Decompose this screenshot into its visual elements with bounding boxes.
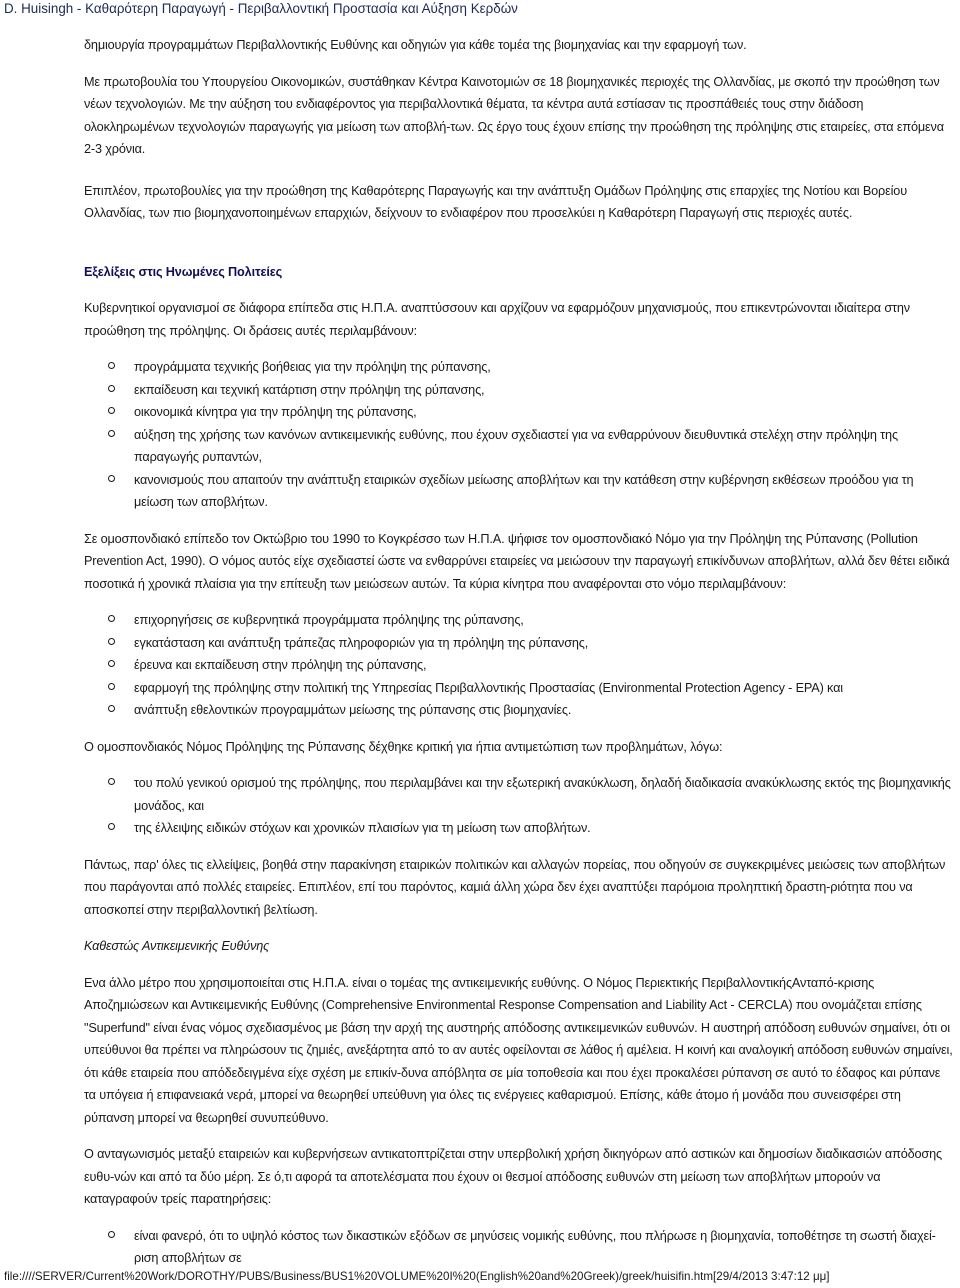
list-observations — [84, 1225, 954, 1270]
circle-bullet-icon — [108, 660, 115, 667]
paragraph-innovation-centers: Με πρωτοβουλία του Υπουργείου Οικονομικών, συστάθηκαν Κέντρα Καινοτομιών σε 18 βιομηχανικές περιοχές της Ολλανδίας, με σκοπό την προώθηση των νέων τεχνολογιών. Με την αύξηση του ενδιαφέροντος για περιβαλλοντικά θέματα, τα κέντρα αυτά εστίασαν τις προσπάθειές τους στην διάδοση ολοκληρωμένων τεχνολογιών παραγωγής για μείωση των αποβλή-των. Ως έργο τους έχουν επίσης την προώθηση της πρόληψης στις εταιρείες, στα επόμενα 2-3 χρόνια. — [84, 74, 944, 156]
circle-bullet-icon — [108, 705, 115, 712]
list-item: εφαρμογή της πρόληψης στην πολιτική της Υπηρεσίας Περιβαλλοντικής Προστασίας (Environmental Protection Agency - EPA) και — [84, 677, 954, 700]
circle-bullet-icon — [108, 362, 115, 369]
list-item: αύξηση της χρήσης των κανόνων αντικειμενικής ευθύνης, που έχουν σχεδιαστεί για να ενθαρρύνουν διευθυντικά στελέχη στην πρόληψη της παραγωγής ρυπαντών, — [84, 424, 954, 469]
paragraph-provincial-initiatives: Επιπλέον, πρωτοβουλίες για την προώθηση της Καθαρότερης Παραγωγής και την ανάπτυξη Ομάδων Πρόληψης στις επαρχίες της Νοτίου και Βορείου Ολλανδίας, των πιο βιομηχανοποιημένων επαρχιών, δείχνουν το ενδιαφέρον που προσελκύει η Καθαρότερη Παραγωγή στις περιοχές αυτές. — [84, 183, 907, 220]
circle-bullet-icon — [108, 823, 115, 830]
list-item: είναι φανερό, ότι το υψηλό κόστος των δικαστικών εξόδων σε μηνύσεις νομικής ευθύνης, που πλήρωσε η βιομηχανία, τοποθέτησε τη σωστή διαχεί-ριση αποβλήτων σε — [84, 1225, 954, 1270]
page-header: D. Huisingh - Καθαρότερη Παραγωγή - Περιβαλλοντική Προστασία και Αύξηση Κερδών — [4, 1, 518, 16]
page-footer-url: file:////SERVER/Current%20Work/DOROTHY/PUBS/Business/BUS1%20VOLUME%20I%20(English%20and%20Greek)/greek/huisifin.htm[29/4/2013 3:47:12 μμ] — [4, 1270, 830, 1283]
circle-bullet-icon — [108, 475, 115, 482]
list-item: εκπαίδευση και τεχνική κατάρτιση στην πρόληψη της ρύπανσης, — [84, 379, 954, 402]
document-body — [84, 34, 954, 1270]
paragraph-competition: Ο ανταγωνισμός μεταξύ εταιρειών και κυβερνήσεων αντικατοπτρίζεται στην υπερβολική χρήση δικηγόρων από αστικών και δημοσίων διαδικασιών απόδοσης ευθυ-νών και από τα δύο μέρη. Σε ό,τι αφορά τα αποτελέσματα που έχουν οι θεσμοί απόδοσης ευθυνών στη μείωση των αποβλήτων μπορούν να καταγραφούν τρείς παρατηρήσεις: — [84, 1147, 942, 1206]
list-act-incentives — [84, 609, 954, 722]
circle-bullet-icon — [108, 385, 115, 392]
circle-bullet-icon — [108, 430, 115, 437]
list-item: προγράμματα τεχνικής βοήθειας για την πρόληψη της ρύπανσης, — [84, 356, 954, 379]
paragraph-usa-intro: Κυβερνητικοί οργανισμοί σε διάφορα επίπεδα στις Η.Π.Α. αναπτύσσουν και αρχίζουν να εφαρμόζουν μηχανισμούς, που επικεντρώνονται ιδιαίτερα στην προώθηση της πρόληψης. Οι δράσεις αυτές περιλαμβάνουν: — [84, 301, 910, 338]
circle-bullet-icon — [108, 407, 115, 414]
list-usa-actions — [84, 356, 954, 514]
heading-strict-liability: Καθεστώς Αντικειμενικής Ευθύνης — [84, 939, 270, 953]
paragraph-despite-shortcomings: Πάντως, παρ' όλες τις ελλείψεις, βοηθά στην παρακίνηση εταιρικών πολιτικών και αλλαγών πορείας, που οδηγούν σε συγκεκριμένες μειώσεις των αποβλήτων που παράγονται από πολλές εταιρείες. Επιπλέον, επί του παρόντος, καμιά άλλη χώρα δεν έχει αναπτύξει παρόμοια προληπτική δραστη-ριότητα που να αποσκοπεί στην περιβαλλοντική βελτίωση. — [84, 857, 946, 917]
list-item: οικονομικά κίνητρα για την πρόληψη της ρύπανσης, — [84, 401, 954, 424]
list-item: ανάπτυξη εθελοντικών προγραμμάτων μείωσης της ρύπανσης στις βιομηχανίες. — [84, 699, 954, 722]
list-item: της έλλειψης ειδικών στόχων και χρονικών πλαισίων για τη μείωση των αποβλήτων. — [84, 817, 954, 840]
paragraph-intro: δημιουργία προγραμμάτων Περιβαλλοντικής Ευθύνης και οδηγιών για κάθε τομέα της βιομηχανίας και την εφαρμογή των. — [84, 38, 747, 52]
list-item: εγκατάσταση και ανάπτυξη τράπεζας πληροφοριών για τη πρόληψη της ρύπανσης, — [84, 632, 954, 655]
list-item: επιχορηγήσεις σε κυβερνητικά προγράμματα πρόληψης της ρύπανσης, — [84, 609, 954, 632]
circle-bullet-icon — [108, 638, 115, 645]
circle-bullet-icon — [108, 1231, 115, 1238]
list-item: κανονισμούς που απαιτούν την ανάπτυξη εταιρικών σχεδίων μείωσης αποβλήτων και την κατάθεση στην κυβέρνηση εκθέσεων προόδου για τη μείωση των αποβλήτων. — [84, 469, 954, 514]
list-item: έρευνα και εκπαίδευση στην πρόληψη της ρύπανσης, — [84, 654, 954, 677]
paragraph-cercla: Ενα άλλο μέτρο που χρησιμοποιείται στις Η.Π.Α. είναι ο τομέας της αντικειμενικής ευθύνης. Ο Νόμος Περιεκτικής ΠεριβαλλοντικήςΑνταπό-κρισης Αποζημιώσεων και Αντικειμενικής Ευθύνης (Comprehensive Environmental Response Compensation and Liability Act - CERCLA) που ονομάζεται επίσης "Superfund" είναι ένας νόμος σχεδιασμένος με βάση την αρχή της αυστηρής απόδοσης αντικειμενικών ευθυνών. Η αυστηρή απόδοση ευθυνών σημαίνει, ότι οι υπεύθυνοι θα πρέπει να πληρώσουν τις ζημιές, ανεξάρτητα από το αν αυτές οφείλονται σε λάθος ή αμέλεια. Η κοινή και αναλογική απόδοση ευθυνών σημαίνει, ότι κάθε εταιρεία που απόδεδειγμένα είχε σχέση με επικίν-δυνα απόβλητα σε μία τοποθεσία και που έχει προκαλέσει ρύπανση σε αυτό το έδαφος και ρύπανε τα υπόγεια ή επιφανειακά νερά, μπορεί να θεωρηθεί υπεύθυνη για όλες τις ενέργειες καθαρισμού. Επίσης, κάθε άτομο ή μονάδα που συνεισφέρει στη ρύπανση μπορεί να θεωρηθεί συνυπεύθυνο. — [84, 975, 953, 1125]
heading-usa-developments: Εξελίξεις στις Ηνωμένες Πολιτείες — [84, 264, 283, 279]
circle-bullet-icon — [108, 683, 115, 690]
paragraph-federal-act: Σε ομοσπονδιακό επίπεδο τον Οκτώβριο του 1990 το Κογκρέσσο των Η.Π.Α. ψήφισε τον ομοσπονδιακό Νόμο για την Πρόληψη της Ρύπανσης (Pollution Prevention Act, 1990). Ο νόμος αυτός είχε σχεδιαστεί ώστε να ενθαρρύνει εταιρείες να μειώσουν την παραγωγή επικίνδυνων αποβλήτων, αλλά δεν θέτει ειδικά ποσοτικά ή χρονικά πλαίσια για την επίτευξη των μειώσεων αυτών. Τα κύρια κίνητρα που αναφέρονται στο νόμο περιλαμβάνουν: — [84, 531, 950, 591]
paragraph-criticism: Ο ομοσπονδιακός Νόμος Πρόληψης της Ρύπανσης δέχθηκε κριτική για ήπια αντιμετώπιση των προβλημάτων, λόγω: — [84, 739, 723, 754]
circle-bullet-icon — [108, 778, 115, 785]
list-item: του πολύ γενικού ορισμού της πρόληψης, που περιλαμβάνει και την εξωτερική ανακύκλωση, δηλαδή διαδικασία ανακύκλωσης εκτός της βιομηχανικής μονάδος, και — [84, 772, 954, 817]
circle-bullet-icon — [108, 615, 115, 622]
list-criticism-reasons — [84, 772, 954, 840]
